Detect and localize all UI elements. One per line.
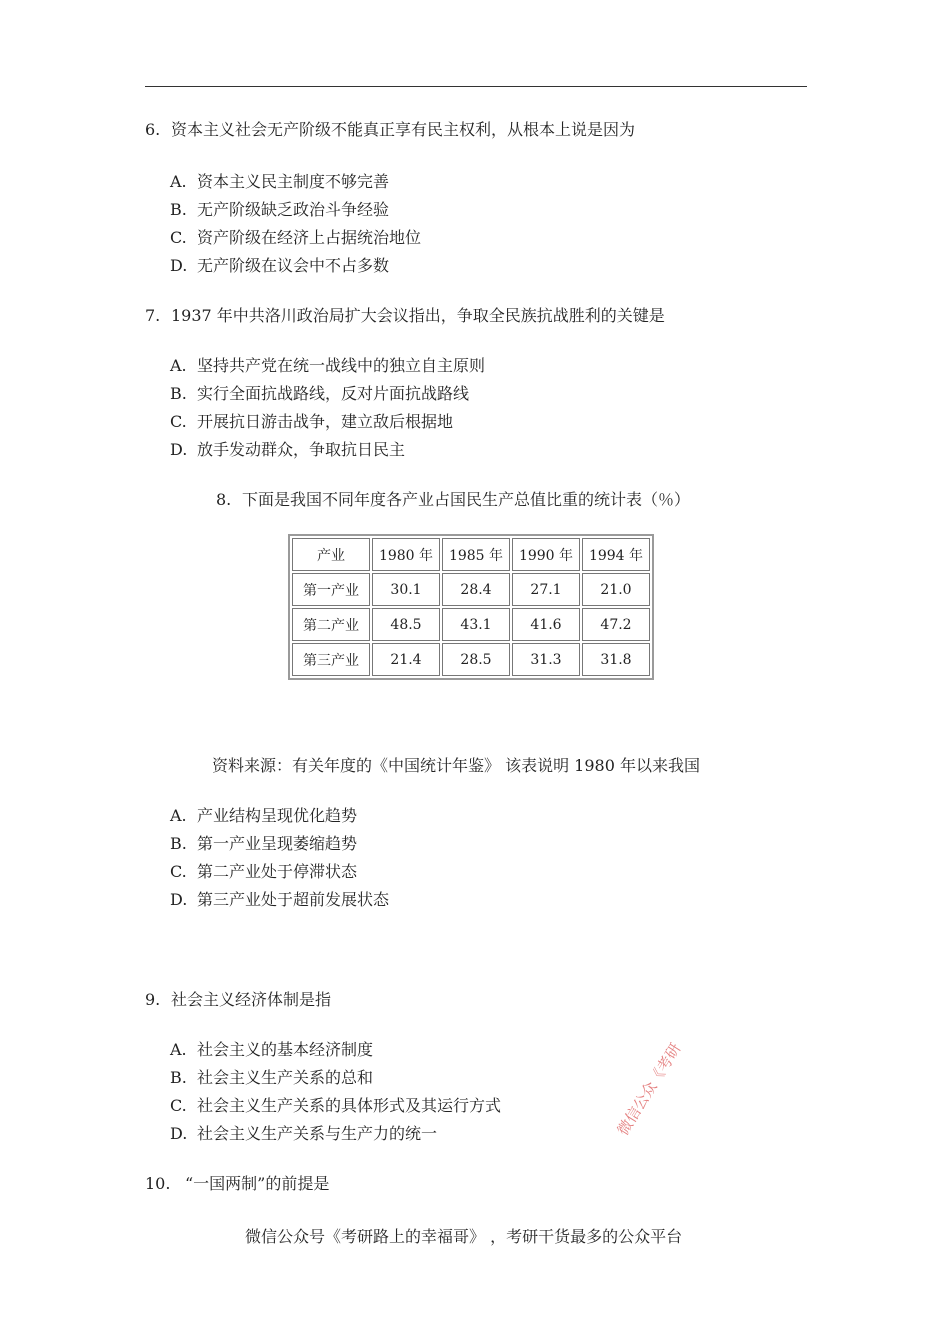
q9-option-a: A. 社会主义的基本经济制度: [170, 1040, 374, 1059]
q8-option-a: A. 产业结构呈现优化趋势: [170, 806, 358, 825]
table-cell: 31.3: [512, 643, 580, 676]
question-number: 8.: [216, 490, 232, 509]
question-text: “一国两制”的前提是: [185, 1174, 330, 1193]
header-rule: [145, 86, 807, 87]
q6-option-b: B. 无产阶级缺乏政治斗争经验: [170, 200, 390, 219]
table-header-cell: 1980 年: [372, 538, 440, 571]
table-header-row: [292, 538, 650, 571]
table-row: [292, 643, 650, 676]
table-cell: 48.5: [372, 608, 440, 641]
statistics-table: [288, 534, 654, 680]
q7-option-b: B. 实行全面抗战路线，反对片面抗战路线: [170, 384, 470, 403]
table-header-cell: 1990 年: [512, 538, 580, 571]
q9-option-d: D. 社会主义生产关系与生产力的统一: [170, 1124, 438, 1143]
question-number: 9.: [145, 990, 161, 1009]
table-row: [292, 608, 650, 641]
q7-option-a: A. 坚持共产党在统一战线中的独立自主原则: [170, 356, 486, 375]
question-number: 10.: [145, 1174, 171, 1193]
question-text: 1937 年中共洛川政治局扩大会议指出，争取全民族抗战胜利的关键是: [171, 306, 665, 325]
q6-option-c: C. 资产阶级在经济上占据统治地位: [170, 228, 422, 247]
table-cell: 41.6: [512, 608, 580, 641]
question-10: [145, 1174, 329, 1194]
q7-option-c: C. 开展抗日游击战争，建立敌后根据地: [170, 412, 454, 431]
q7-option-d: D. 放手发动群众，争取抗日民主: [170, 440, 406, 459]
table-cell: 21.4: [372, 643, 440, 676]
q8-option-b: B. 第一产业呈现萎缩趋势: [170, 834, 358, 853]
table-cell: 31.8: [582, 643, 650, 676]
question-text: 社会主义经济体制是指: [171, 990, 332, 1009]
question-6: [145, 120, 635, 140]
table-cell: 第二产业: [292, 608, 370, 641]
q8-option-d: D. 第三产业处于超前发展状态: [170, 890, 390, 909]
footer-text: 微信公众号《考研路上的幸福哥》 ，考研干货最多的公众平台: [245, 1227, 683, 1246]
question-9: [145, 990, 331, 1010]
table-cell: 第三产业: [292, 643, 370, 676]
table-source-note: 资料来源：有关年度的《中国统计年鉴》 该表说明 1980 年以来我国: [212, 756, 700, 775]
table-cell: 47.2: [582, 608, 650, 641]
table-cell: 28.5: [442, 643, 510, 676]
table-header-cell: 产业: [292, 538, 370, 571]
table-row: [292, 573, 650, 606]
q8-option-c: C. 第二产业处于停滞状态: [170, 862, 358, 881]
table-header-cell: 1994 年: [582, 538, 650, 571]
table-cell: 30.1: [372, 573, 440, 606]
q9-option-c: C. 社会主义生产关系的具体形式及其运行方式: [170, 1096, 502, 1115]
question-text: 下面是我国不同年度各产业占国民生产总值比重的统计表（％）: [242, 490, 691, 509]
table-cell: 第一产业: [292, 573, 370, 606]
watermark: 微信公众《考研: [613, 1040, 685, 1139]
table-cell: 28.4: [442, 573, 510, 606]
question-number: 6.: [145, 120, 161, 139]
question-text: 资本主义社会无产阶级不能真正享有民主权利，从根本上说是因为: [171, 120, 636, 139]
q6-option-a: A. 资本主义民主制度不够完善: [170, 172, 390, 191]
table-cell: 43.1: [442, 608, 510, 641]
question-7: [145, 306, 665, 326]
q9-option-b: B. 社会主义生产关系的总和: [170, 1068, 374, 1087]
table-header-cell: 1985 年: [442, 538, 510, 571]
table-cell: 27.1: [512, 573, 580, 606]
question-8: [216, 490, 690, 510]
question-number: 7.: [145, 306, 161, 325]
q6-option-d: D. 无产阶级在议会中不占多数: [170, 256, 390, 275]
table-cell: 21.0: [582, 573, 650, 606]
